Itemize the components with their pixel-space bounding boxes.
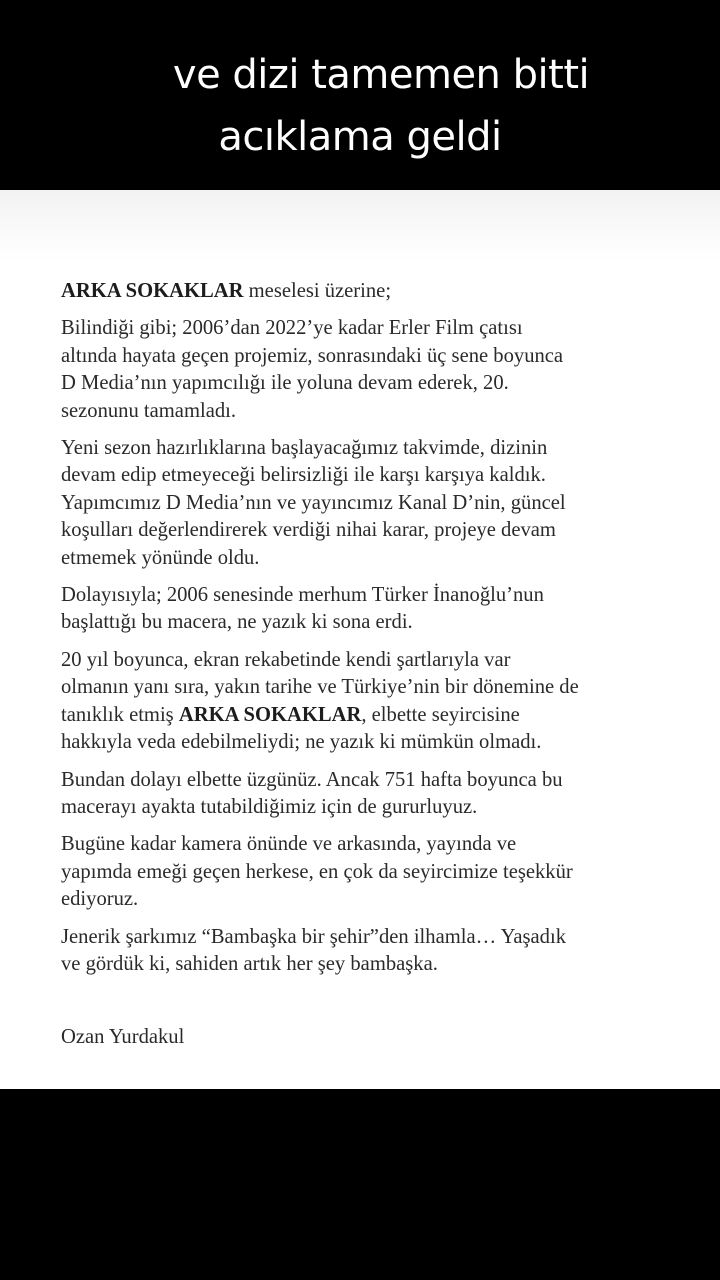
- paragraph-7: [61, 924, 661, 979]
- title-series-name: ARKA SOKAKLAR: [61, 280, 244, 302]
- paragraph-1-line: altında hayata geçen projemiz, sonrasındaki üç sene boyunca: [61, 344, 564, 367]
- statement-title: [61, 278, 661, 305]
- paragraph-6-line: yapımda emeği geçen herkese, en çok da seyircimize teşekkür: [61, 860, 573, 883]
- paragraph-1: [61, 315, 661, 425]
- paragraph-3-line: Dolayısıyla; 2006 senesinde merhum Türker İnanoğlu’nun: [61, 584, 544, 607]
- caption-line-2: acıklama geldi: [218, 114, 502, 160]
- series-name-bold: ARKA SOKAKLAR: [178, 703, 362, 726]
- paragraph-7-line: ve gördük ki, sahiden artık her şey bambaşka.: [61, 952, 438, 975]
- paragraph-4-line-end: , elbette seyircisine: [361, 703, 520, 726]
- paragraph-1-line: D Media’nın yapımcılığı ile yoluna devam ederek, 20.: [61, 372, 509, 395]
- paragraph-3: [61, 582, 661, 637]
- paragraph-6: [61, 831, 661, 913]
- paragraph-2: [61, 435, 661, 572]
- paragraph-2-line: Yapımcımız D Media’nın ve yayıncımız Kanal D’nin, güncel: [61, 491, 566, 514]
- paragraph-5-line: Bundan dolayı elbette üzgünüz. Ancak 751 hafta boyunca bu: [61, 768, 563, 791]
- paragraph-5: [61, 767, 661, 822]
- paragraph-1-line: sezonunu tamamladı.: [61, 399, 236, 422]
- paragraph-4-line-start: tanıklık etmiş: [61, 703, 179, 726]
- paragraph-4-line: 20 yıl boyunca, ekran rekabetinde kendi şartlarıyla var: [61, 648, 511, 671]
- statement-document: [0, 190, 720, 1089]
- paragraph-4-line: hakkıyla veda edebilmeliydi; ne yazık ki mümkün olmadı.: [61, 731, 542, 754]
- paragraph-5-line: macerayı ayakta tutabildiğimiz için de gururluyuz.: [61, 795, 478, 818]
- paragraph-2-line: koşulları değerlendirerek verdiği nihai karar, projeye devam: [61, 519, 556, 542]
- title-rest: meselesi üzerine;: [243, 280, 392, 302]
- overlay-caption: [0, 44, 720, 168]
- paragraph-1-line: Bilindiği gibi; 2006’dan 2022’ye kadar Erler Film çatısı: [61, 317, 523, 340]
- paragraph-4-line: olmanın yanı sıra, yakın tarihe ve Türkiye’nin bir dönemine de: [61, 676, 579, 699]
- statement-body: [61, 278, 661, 1062]
- paragraph-4: [61, 647, 661, 757]
- paragraph-3-line: başlattığı bu macera, ne yazık ki sona erdi.: [61, 611, 413, 634]
- paragraph-2-line: etmemek yönünde oldu.: [61, 546, 260, 569]
- paragraph-2-line: devam edip etmeyeceği belirsizliği ile karşı karşıya kaldık.: [61, 464, 546, 487]
- paragraph-7-line: Jenerik şarkımız “Bambaşka bir şehir”den ilhamla… Yaşadık: [61, 925, 566, 948]
- signature: Ozan Yurdakul: [61, 1026, 185, 1049]
- paragraph-6-line: Bugüne kadar kamera önünde ve arkasında, yayında ve: [61, 833, 517, 856]
- paragraph-4-line: [61, 702, 661, 729]
- caption-line-1: ve dizi tamemen bitti: [172, 52, 590, 98]
- paragraph-6-line: ediyoruz.: [61, 888, 139, 911]
- paragraph-2-line: Yeni sezon hazırlıklarına başlayacağımız takvimde, dizinin: [61, 437, 548, 460]
